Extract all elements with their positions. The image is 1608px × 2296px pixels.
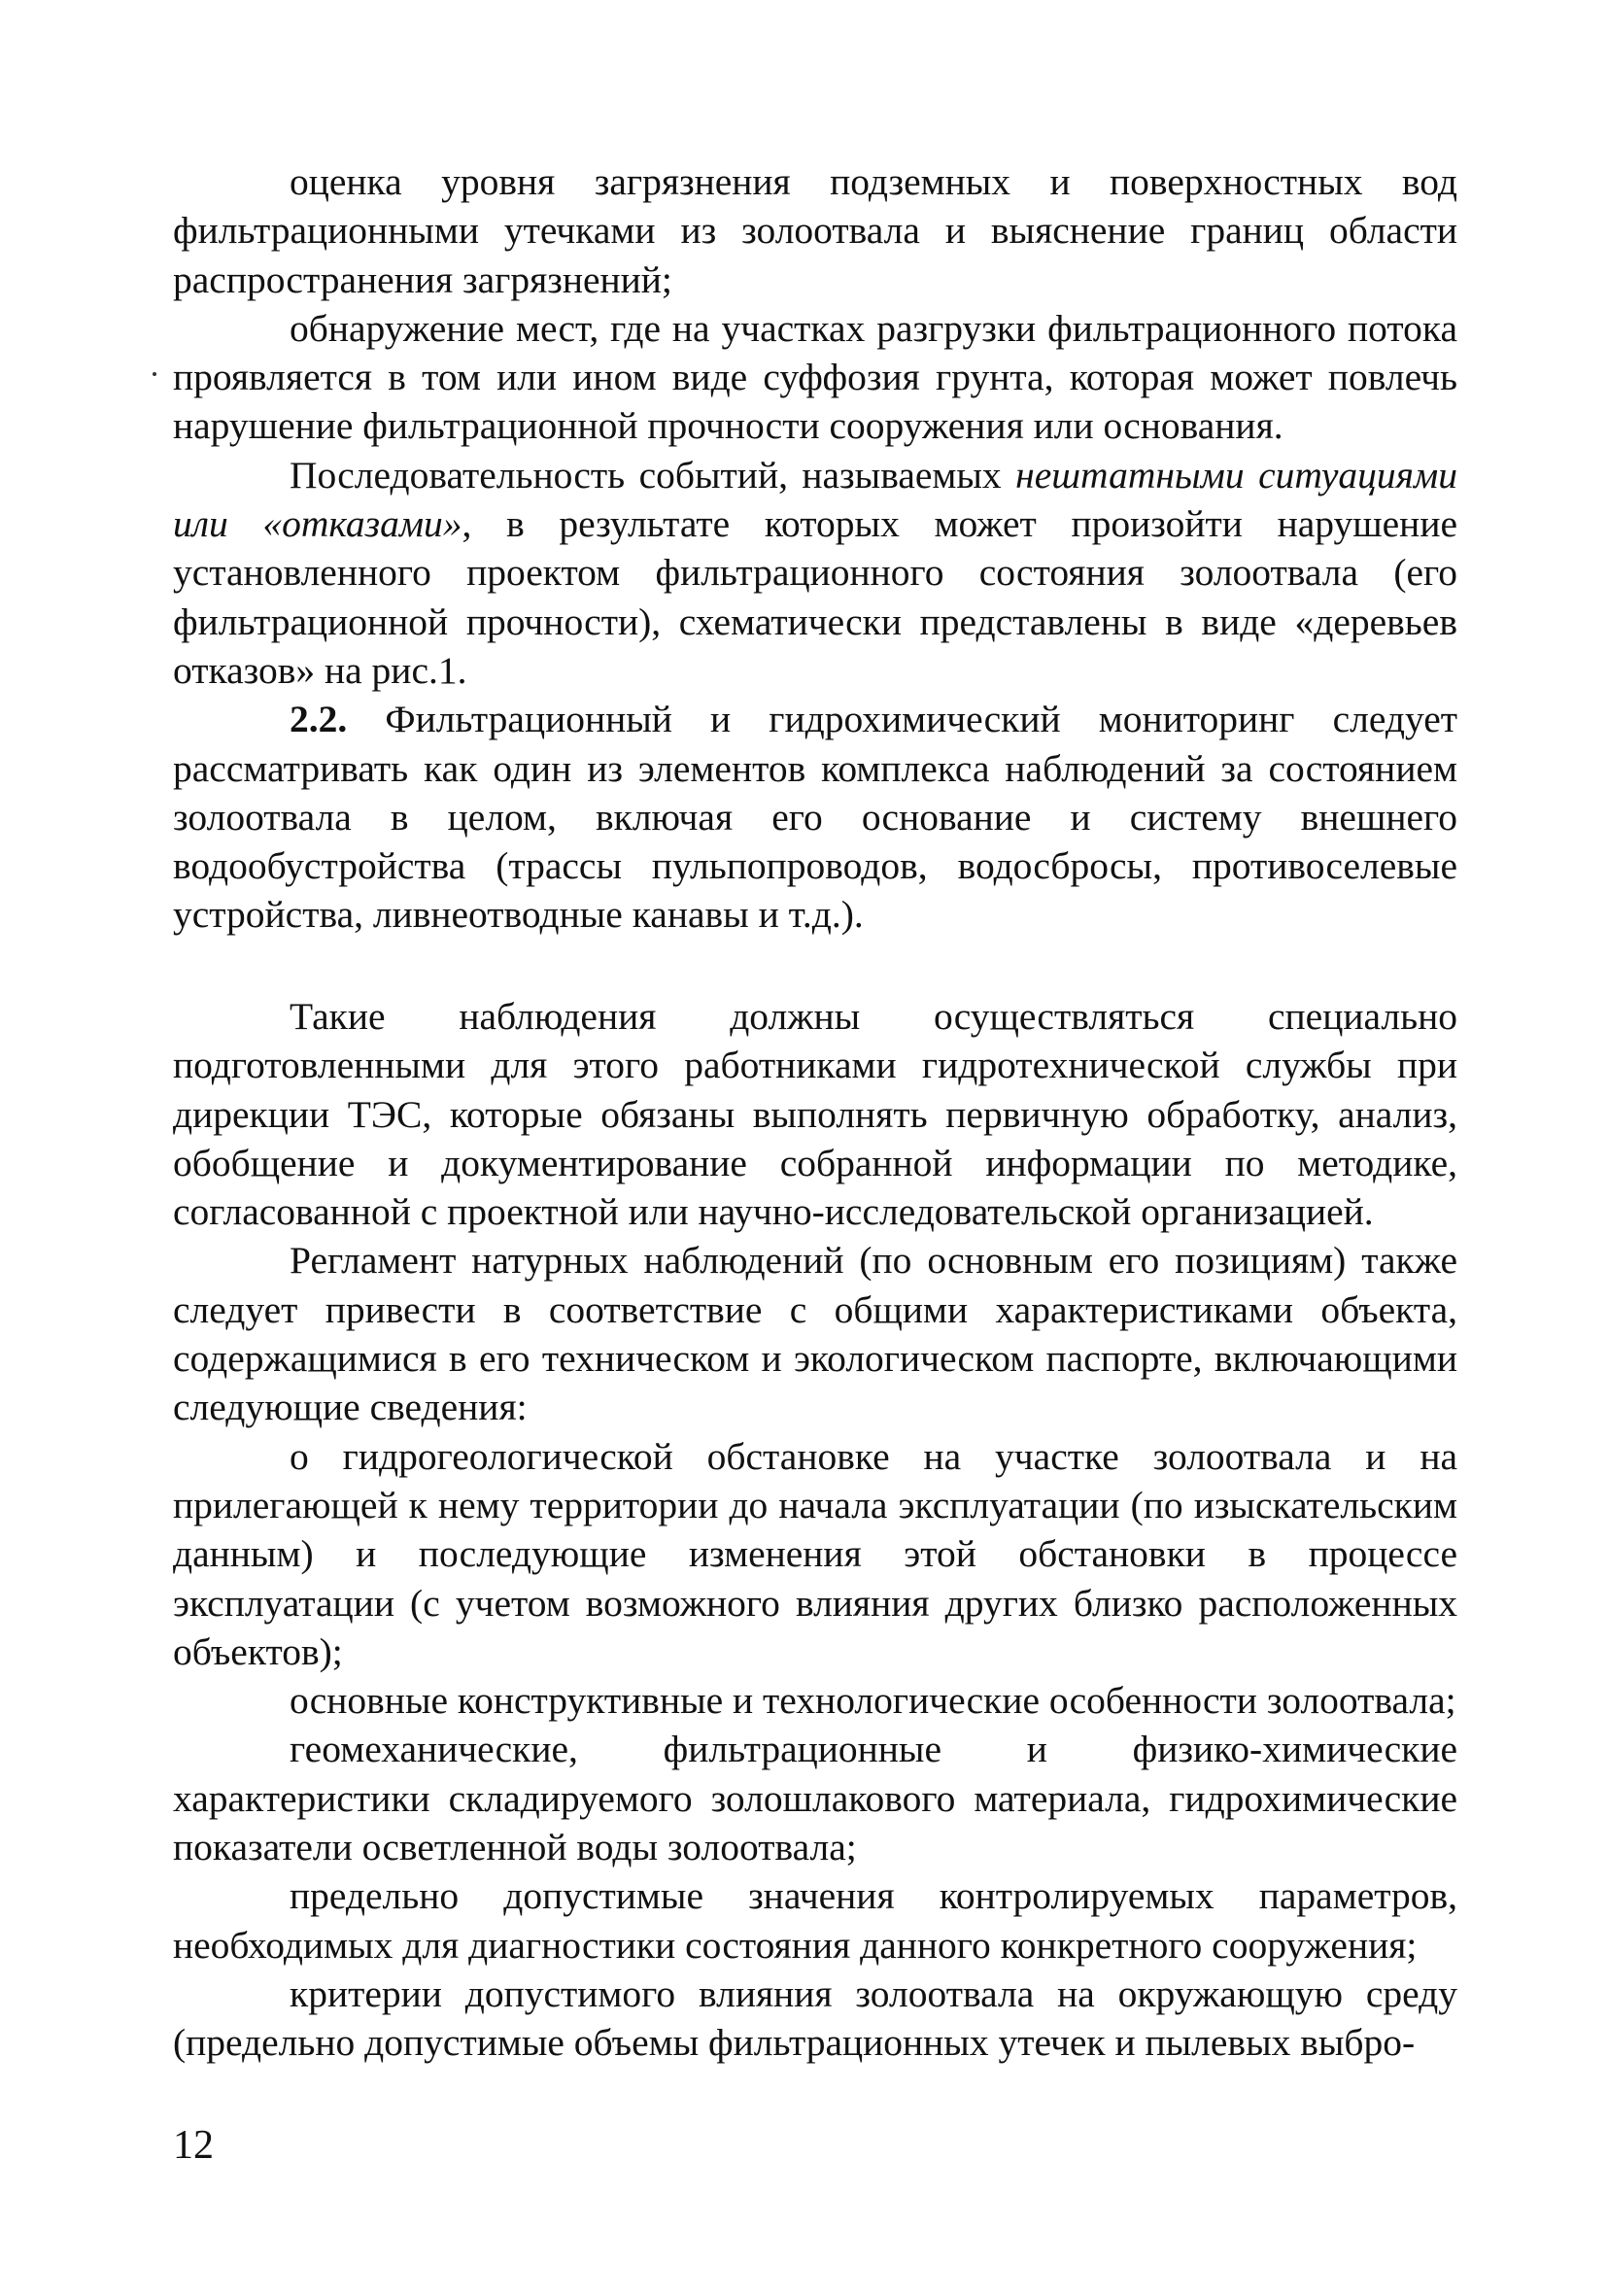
paragraph-failure-events	[173, 451, 1457, 695]
section-2-2-text: Фильтрационный и гидрохимический мониторинг следует рассматривать как один из элементов комплекса наблюдений за состоянием золоотвала в целом, включая его основание и систему внешнего водообустройства (трассы пульпопроводов, водосбросы, противоселевые устройства, ливнеотводные канавы и т.д.).	[173, 698, 1457, 937]
paragraph-design-features: основные конструктивные и технологические особенности золоотвала;	[290, 1679, 1456, 1723]
italic-term-failures: нештатными ситуациями или «отказами»	[173, 453, 1457, 546]
paragraph-hydrogeology: о гидрогеологической обстановке на участке золоотвала и на прилегающей к нему территории до начала эксплуатации (по изыскательским данным) и последующие изменения этой обстановки в процессе эксплуатации (с учетом возможного влияния других близко расположенных объектов);	[173, 1434, 1457, 1673]
paragraph-failure-events-end: , в результате которых может произойти нарушение установленного проектом фильтрационного состояния золоотвала (его фильтрационной прочности), схематически представлены в виде «деревьев отказов» на рис.1.	[173, 502, 1457, 692]
paragraph-regulations: Регламент натурных наблюдений (по основным его позициям) также следует привести в соответствие с общими характеристиками объекта, содержащимися в его техническом и экологическом паспорте, включающими следующие сведения:	[173, 1239, 1457, 1429]
margin-mark	[153, 372, 156, 376]
page-number: 12	[173, 2123, 214, 2168]
paragraph-material-characteristics: геомеханические, фильтрационные и физико-химические характеристики складируемого золошлакового материала, гидрохимические показатели осветленной воды золоотвала;	[173, 1728, 1457, 1869]
paragraph-pollution-assessment: оценка уровня загрязнения подземных и поверхностных вод фильтрационными утечками из золоотвала и выяснение границ области распространения загрязнений;	[173, 160, 1457, 301]
text-section-bottom	[173, 992, 1457, 2068]
section-number: 2.2.	[290, 698, 348, 741]
paragraph-suffosion-detection: обнаружение мест, где на участках разгрузки фильтрационного потока проявляется в том или ином виде суффозия грунта, которая может повлечь нарушение фильтрационной прочности сооружения или основания.	[173, 306, 1457, 448]
paragraph-environment-criteria: критерии допустимого влияния золоотвала на окружающую среду (предельно допустимые объемы фильтрационных утечек и пылевых выбро-	[173, 1971, 1457, 2065]
paragraph-failure-events-start: Последовательность событий, называемых	[290, 453, 1016, 497]
paragraph-permissible-values: предельно допустимые значения контролируемых параметров, необходимых для диагностики состояния данного конкретного сооружения;	[173, 1874, 1457, 1967]
text-section-top	[173, 157, 1457, 940]
paragraph-observations-staff: Такие наблюдения должны осуществляться специально подготовленными для этого работниками гидротехнической службы при дирекции ТЭС, которые обязаны выполнять первичную обработку, анализ, обобщение и документирование собранной информации по методике, согласованной с проектной или научно-исследовательской организацией.	[173, 995, 1457, 1234]
paragraph-section-2-2	[173, 695, 1457, 939]
